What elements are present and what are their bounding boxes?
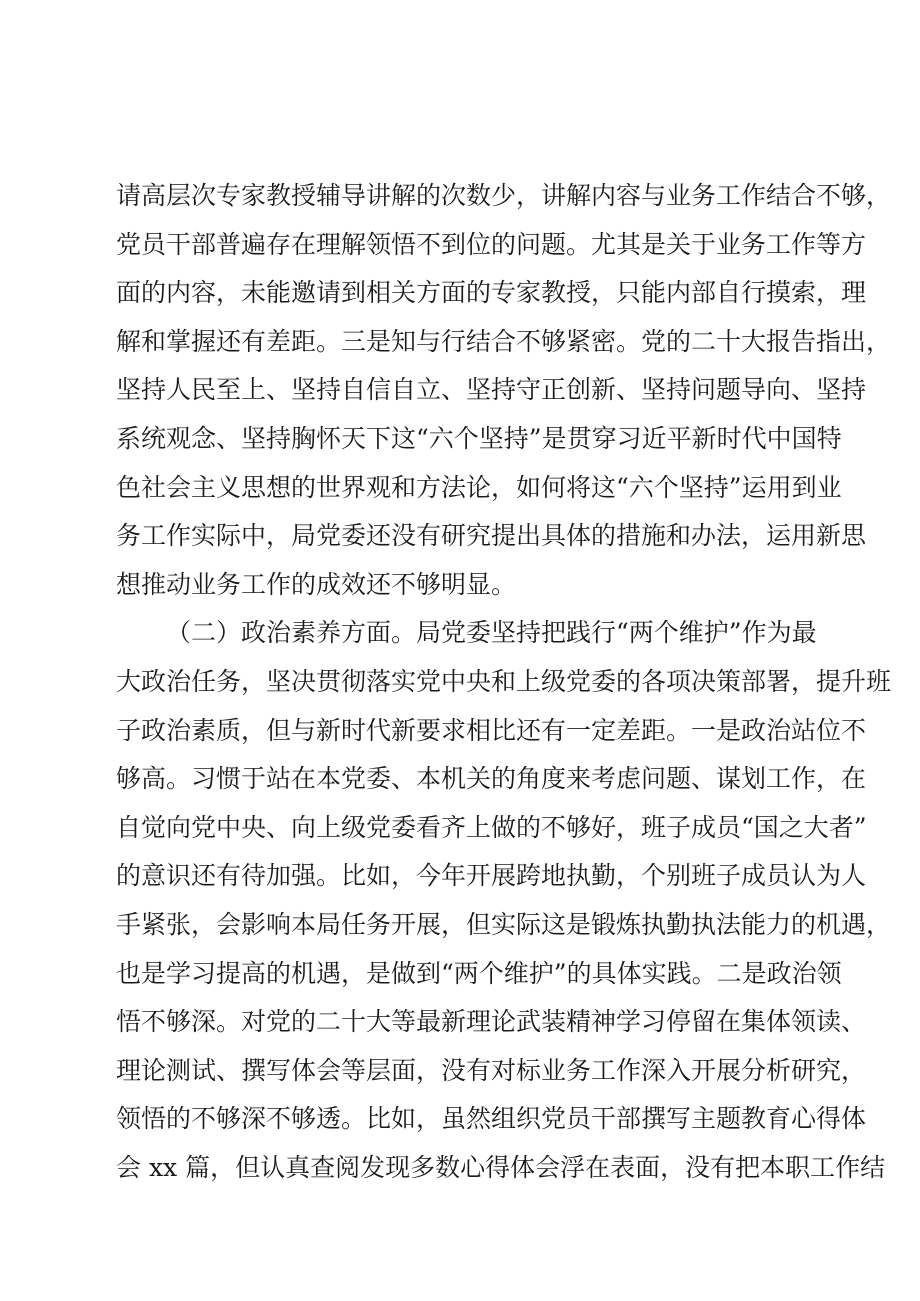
text-line: 面的内容，未能邀请到相关方面的专家教授，只能内部自行摸索，理 — [116, 278, 867, 308]
body-text — [116, 172, 892, 1192]
text-line: 坚持人民至上、坚持自信自立、坚持守正创新、坚持问题导向、坚持 — [116, 375, 867, 405]
text-line: 系统观念、坚持胸怀天下这“六个坚持”是贯穿习近平新时代中国特 — [116, 423, 842, 453]
text-line: 够高。习惯于站在本党委、本机关的角度来考虑问题、谋划工作，在 — [116, 764, 867, 794]
section-heading-line: （二）政治素养方面。局党委坚持把践行“两个维护”作为最 — [166, 618, 817, 648]
text-line: 领悟的不够深不够透。比如，虽然组织党员干部撰写主题教育心得体 — [116, 1104, 867, 1134]
text-line: 悟不够深。对党的二十大等最新理论武装精神学习停留在集体领读、 — [116, 1007, 867, 1037]
text-line: 请高层次专家教授辅导讲解的次数少，讲解内容与业务工作结合不够， — [116, 181, 892, 210]
text-line: 的意识还有待加强。比如，今年开展跨地执勤，个别班子成员认为人 — [116, 861, 867, 891]
text-line: 党员干部普遍存在理解领悟不到位的问题。尤其是关于业务工作等方 — [116, 229, 867, 259]
text-line: 色社会主义思想的世界观和方法论，如何将这“六个坚持”运用到业 — [116, 472, 842, 502]
text-line: 理论测试、撰写体会等层面，没有对标业务工作深入开展分析研究， — [116, 1055, 867, 1085]
text-line: 自觉向党中央、向上级党委看齐上做的不够好，班子成员“国之大者” — [116, 812, 867, 842]
text-line: 子政治素质，但与新时代新要求相比还有一定差距。一是政治站位不 — [116, 715, 867, 745]
text-line: 务工作实际中，局党委还没有研究提出具体的措施和办法，运用新思 — [116, 521, 867, 551]
text-line: 想推动业务工作的成效还不够明显。 — [116, 569, 517, 599]
text-line: 手紧张，会影响本局任务开展，但实际这是锻炼执勤执法能力的机遇， — [116, 909, 892, 939]
text-line: 解和掌握还有差距。三是知与行结合不够紧密。党的二十大报告指出， — [116, 326, 892, 356]
text-line: 也是学习提高的机遇，是做到“两个维护”的具体实践。二是政治领 — [116, 958, 842, 988]
text-line: 会 xx 篇，但认真查阅发现多数心得体会浮在表面，没有把本职工作结 — [116, 1152, 886, 1182]
text-line: 大政治任务，坚决贯彻落实党中央和上级党委的各项决策部署，提升班 — [116, 666, 892, 696]
